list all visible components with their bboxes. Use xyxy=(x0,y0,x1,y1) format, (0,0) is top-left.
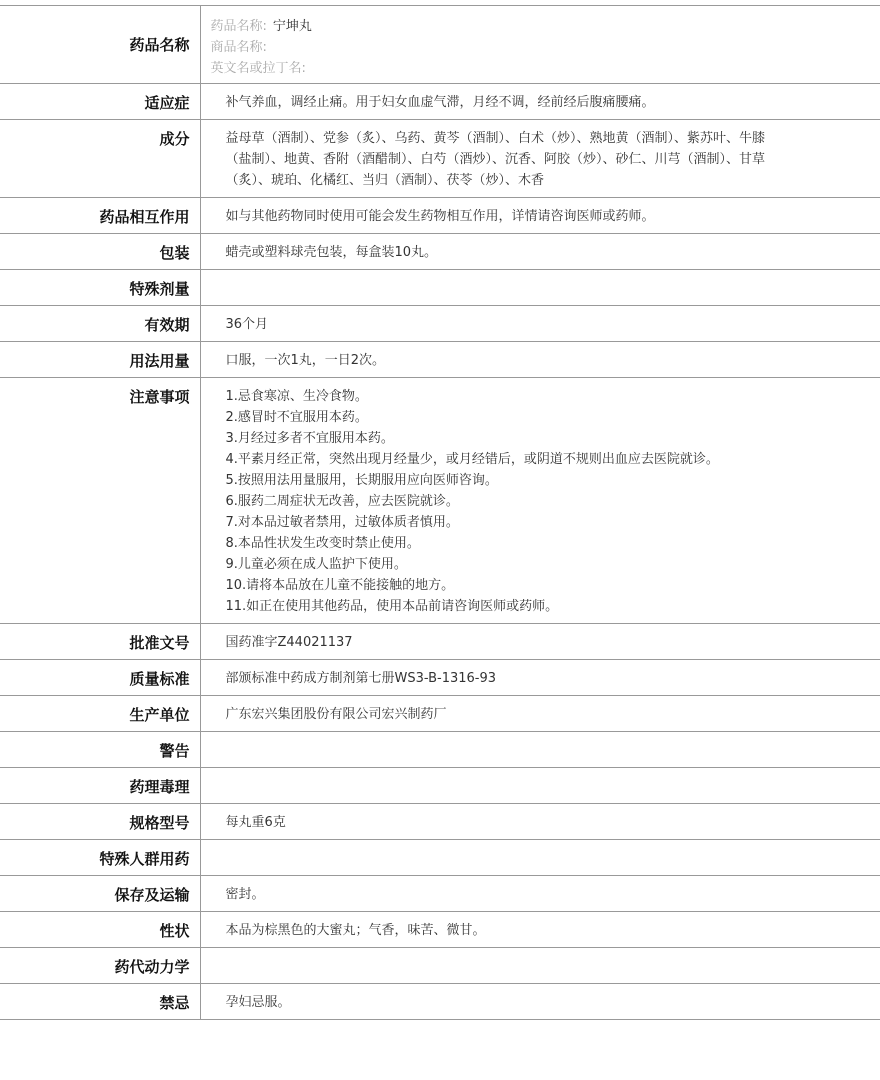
generic-name-key: 药品名称: xyxy=(210,19,267,34)
label-precautions: 注意事项 xyxy=(0,378,200,624)
value-warning xyxy=(200,732,880,768)
value-properties: 本品为棕黑色的大蜜丸；气香，味苦、微甘。 xyxy=(200,912,880,948)
value-special-population xyxy=(200,840,880,876)
label-indications: 适应症 xyxy=(0,84,200,120)
value-packaging: 蜡壳或塑料球壳包装，每盒装10丸。 xyxy=(200,234,880,270)
precaution-item: 10.请将本品放在儿童不能接触的地方。 xyxy=(225,578,455,593)
label-properties: 性状 xyxy=(0,912,200,948)
value-approval-number: 国药准字Z44021137 xyxy=(200,624,880,660)
label-special-dosage: 特殊剂量 xyxy=(0,270,200,306)
value-ingredients: 益母草（酒制）、党参（炙）、乌药、黄芩（酒制）、白术（炒）、熟地黄（酒制）、紫苏叶、牛膝（盐制）、地黄、香附（酒醋制）、白芍（酒炒）、沉香、阿胶（炒）、砂仁、川芎（酒制）、甘草（炙）、琥珀、化橘红、当归（酒制）、茯苓（炒）、木香 xyxy=(200,120,880,198)
value-special-dosage xyxy=(200,270,880,306)
row-special-population xyxy=(0,840,880,876)
label-contraindications: 禁忌 xyxy=(0,984,200,1020)
row-pharmacokinetics xyxy=(0,948,880,984)
value-quality-standard: 部颁标准中药成方制剂第七册WS3-B-1316-93 xyxy=(200,660,880,696)
english-name-key: 英文名或拉丁名: xyxy=(210,61,306,76)
label-ingredients: 成分 xyxy=(0,120,200,198)
row-indications xyxy=(0,84,880,120)
label-storage: 保存及运输 xyxy=(0,876,200,912)
trade-name-line xyxy=(211,37,791,58)
value-contraindications: 孕妇忌服。 xyxy=(200,984,880,1020)
label-shelf-life: 有效期 xyxy=(0,306,200,342)
row-warning xyxy=(0,732,880,768)
value-specification: 每丸重6克 xyxy=(200,804,880,840)
label-pharmacokinetics: 药代动力学 xyxy=(0,948,200,984)
row-specification xyxy=(0,804,880,840)
label-interactions: 药品相互作用 xyxy=(0,198,200,234)
row-dosage xyxy=(0,342,880,378)
value-manufacturer: 广东宏兴集团股份有限公司宏兴制药厂 xyxy=(200,696,880,732)
generic-name-line xyxy=(211,16,791,37)
row-ingredients xyxy=(0,120,880,198)
generic-name-value: 宁坤丸 xyxy=(272,19,312,34)
row-contraindications xyxy=(0,984,880,1020)
precaution-item: 2.感冒时不宜服用本药。 xyxy=(225,410,368,425)
label-specification: 规格型号 xyxy=(0,804,200,840)
precaution-item: 6.服药二周症状无改善，应去医院就诊。 xyxy=(225,494,459,509)
row-storage xyxy=(0,876,880,912)
english-name-line xyxy=(211,58,791,79)
row-properties xyxy=(0,912,880,948)
label-toxicology: 药理毒理 xyxy=(0,768,200,804)
precaution-item: 8.本品性状发生改变时禁止使用。 xyxy=(225,536,420,551)
precaution-item: 5.按照用法用量服用，长期服用应向医师咨询。 xyxy=(225,473,498,488)
trade-name-key: 商品名称: xyxy=(210,40,267,55)
value-drug-name xyxy=(200,6,880,84)
label-quality-standard: 质量标准 xyxy=(0,660,200,696)
row-interactions xyxy=(0,198,880,234)
precaution-item: 4.平素月经正常，突然出现月经量少，或月经错后，或阴道不规则出血应去医院就诊。 xyxy=(225,452,719,467)
precaution-list xyxy=(226,386,791,617)
label-manufacturer: 生产单位 xyxy=(0,696,200,732)
row-toxicology xyxy=(0,768,880,804)
row-quality-standard xyxy=(0,660,880,696)
precaution-item: 9.儿童必须在成人监护下使用。 xyxy=(225,557,407,572)
drug-info-table xyxy=(0,5,880,1020)
precaution-item: 1.忌食寒凉、生冷食物。 xyxy=(225,389,368,404)
label-packaging: 包装 xyxy=(0,234,200,270)
value-pharmacokinetics xyxy=(200,948,880,984)
row-manufacturer xyxy=(0,696,880,732)
precaution-item: 7.对本品过敏者禁用，过敏体质者慎用。 xyxy=(225,515,459,530)
row-approval-number xyxy=(0,624,880,660)
row-special-dosage xyxy=(0,270,880,306)
value-dosage: 口服，一次1丸，一日2次。 xyxy=(200,342,880,378)
value-shelf-life: 36个月 xyxy=(200,306,880,342)
value-precautions xyxy=(200,378,880,624)
row-packaging xyxy=(0,234,880,270)
label-warning: 警告 xyxy=(0,732,200,768)
label-approval-number: 批准文号 xyxy=(0,624,200,660)
value-storage: 密封。 xyxy=(200,876,880,912)
value-indications: 补气养血，调经止痛。用于妇女血虚气滞，月经不调，经前经后腹痛腰痛。 xyxy=(200,84,880,120)
label-drug-name: 药品名称 xyxy=(0,6,200,84)
row-drug-name xyxy=(0,6,880,84)
value-toxicology xyxy=(200,768,880,804)
label-special-population: 特殊人群用药 xyxy=(0,840,200,876)
label-dosage: 用法用量 xyxy=(0,342,200,378)
row-shelf-life xyxy=(0,306,880,342)
precaution-item: 11.如正在使用其他药品，使用本品前请咨询医师或药师。 xyxy=(225,599,559,614)
row-precautions xyxy=(0,378,880,624)
precaution-item: 3.月经过多者不宜服用本药。 xyxy=(225,431,394,446)
value-interactions: 如与其他药物同时使用可能会发生药物相互作用，详情请咨询医师或药师。 xyxy=(200,198,880,234)
